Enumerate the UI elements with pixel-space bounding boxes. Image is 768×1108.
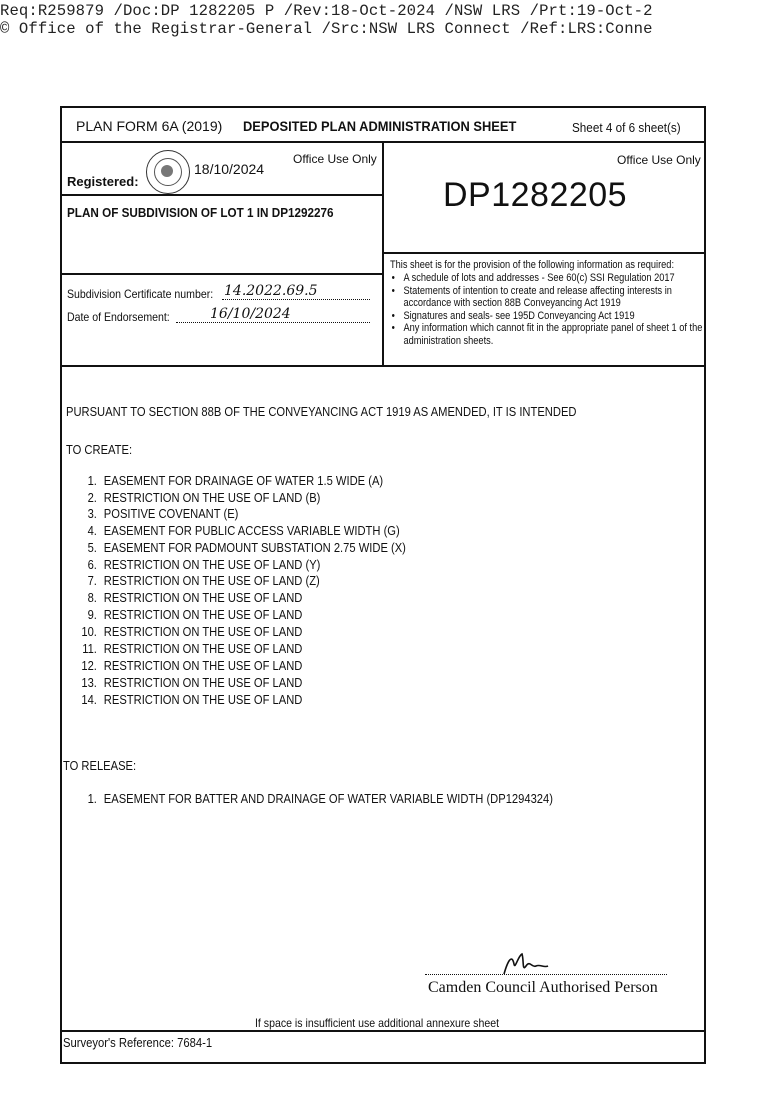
list-item: 4. EASEMENT FOR PUBLIC ACCESS VARIABLE WIDTH (G) xyxy=(87,523,400,538)
list-item: • Any information which cannot fit in the appropriate panel of sheet 1 of the administration sheets. xyxy=(390,322,709,347)
list-item: 2. RESTRICTION ON THE USE OF LAND (B) xyxy=(87,490,321,505)
office-use-label-left: Office Use Only xyxy=(293,152,377,166)
to-create-heading: TO CREATE: xyxy=(66,442,133,457)
list-item: 12. RESTRICTION ON THE USE OF LAND xyxy=(81,658,303,673)
plan-form-label: PLAN FORM 6A (2019) xyxy=(76,118,223,134)
authorised-person-label: Camden Council Authorised Person xyxy=(428,979,658,996)
copyright-header: © Office of the Registrar-General /Src:NSW LRS Connect /Ref:LRS:Conne xyxy=(0,20,653,38)
list-item: 3. POSITIVE COVENANT (E) xyxy=(87,506,239,521)
registrar-seal-icon xyxy=(146,150,190,194)
info-intro: This sheet is for the provision of the following information as required: xyxy=(390,259,675,271)
divider xyxy=(382,252,706,254)
list-item: 1. EASEMENT FOR DRAINAGE OF WATER 1.5 WIDE (A) xyxy=(87,473,384,488)
divider xyxy=(60,194,383,196)
subdivision-certificate-number: 14.2022.69.5 xyxy=(224,283,318,299)
info-panel xyxy=(390,259,709,347)
list-item: 1. EASEMENT FOR BATTER AND DRAINAGE OF WATER VARIABLE WIDTH (DP1294324) xyxy=(87,791,553,806)
divider xyxy=(60,1030,706,1032)
list-item: 8. RESTRICTION ON THE USE OF LAND xyxy=(87,590,303,605)
list-item: 6. RESTRICTION ON THE USE OF LAND (Y) xyxy=(87,557,321,572)
divider xyxy=(382,141,384,367)
to-release-heading: TO RELEASE: xyxy=(63,758,137,773)
document-reference-header: Req:R259879 /Doc:DP 1282205 P /Rev:18-Oct-2024 /NSW LRS /Prt:19-Oct-2 xyxy=(0,2,653,20)
endorsement-date-label: Date of Endorsement: xyxy=(67,310,170,324)
annexure-note: If space is insufficient use additional annexure sheet xyxy=(255,1016,500,1030)
divider xyxy=(60,365,706,367)
list-item: 10. RESTRICTION ON THE USE OF LAND xyxy=(81,624,303,639)
subdivision-certificate-label: Subdivision Certificate number: xyxy=(67,287,214,301)
list-item: 5. EASEMENT FOR PADMOUNT SUBSTATION 2.75 WIDE (X) xyxy=(87,540,406,555)
list-item: • Signatures and seals- see 195D Conveyancing Act 1919 xyxy=(390,310,709,323)
endorsement-date: 16/10/2024 xyxy=(210,306,291,322)
sheet-number: Sheet 4 of 6 sheet(s) xyxy=(572,120,681,135)
surveyor-reference: Surveyor's Reference: 7684-1 xyxy=(63,1036,213,1050)
signature-icon xyxy=(500,950,550,978)
list-item: 14. RESTRICTION ON THE USE OF LAND xyxy=(81,692,303,707)
pursuant-statement: PURSUANT TO SECTION 88B OF THE CONVEYANCING ACT 1919 AS AMENDED, IT IS INTENDED xyxy=(66,404,577,419)
list-item: • Statements of intention to create and release affecting interests in accordance with section 88B Conveyancing Act 1919 xyxy=(390,285,709,310)
info-list xyxy=(390,272,709,347)
list-item: 7. RESTRICTION ON THE USE OF LAND (Z) xyxy=(87,573,320,588)
registered-label: Registered: xyxy=(67,174,139,189)
deposited-plan-number: DP1282205 xyxy=(443,176,628,214)
list-item: 11. RESTRICTION ON THE USE OF LAND xyxy=(82,641,303,656)
list-item: 13. RESTRICTION ON THE USE OF LAND xyxy=(81,675,303,690)
page-title: DEPOSITED PLAN ADMINISTRATION SHEET xyxy=(243,118,517,134)
registered-date: 18/10/2024 xyxy=(194,161,265,177)
list-item: 9. RESTRICTION ON THE USE OF LAND xyxy=(87,607,303,622)
list-item: • A schedule of lots and addresses - See 60(c) SSI Regulation 2017 xyxy=(390,272,709,285)
divider xyxy=(60,273,383,275)
office-use-label-right: Office Use Only xyxy=(617,153,701,167)
plan-of-subdivision: PLAN OF SUBDIVISION OF LOT 1 IN DP1292276 xyxy=(67,205,334,220)
